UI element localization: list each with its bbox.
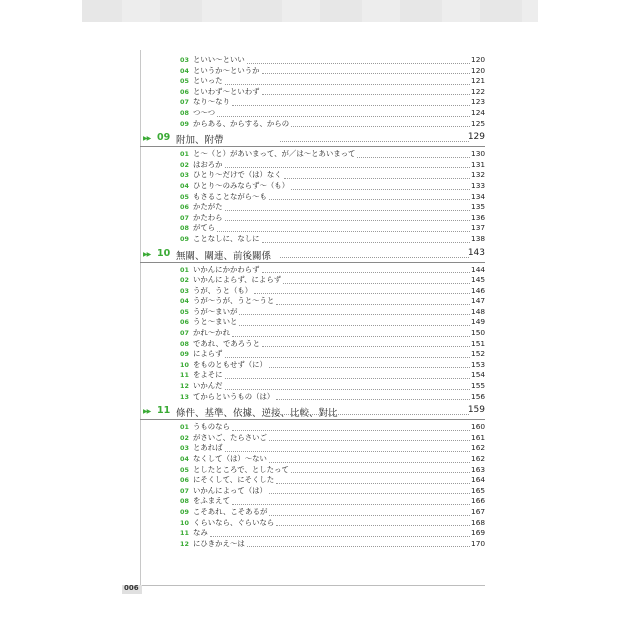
toc-entry[interactable] — [140, 275, 485, 286]
toc-entry[interactable] — [140, 286, 485, 297]
entry-label: としたところで、としたって — [193, 464, 289, 474]
chapter-title: 無關、關連、前後關係 — [176, 250, 272, 262]
entry-number: 10 — [180, 360, 189, 369]
toc-entry[interactable] — [140, 181, 485, 192]
entry-page: 144 — [471, 264, 486, 274]
chapter-leader-dots — [280, 414, 469, 415]
entry-page: 134 — [471, 191, 486, 201]
leader-dots — [291, 182, 470, 190]
leader-dots — [291, 119, 470, 127]
entry-label: いかんによらず、によらず — [193, 275, 282, 285]
toc-entry[interactable] — [140, 87, 485, 98]
entry-number: 07 — [180, 329, 189, 338]
leader-dots — [291, 465, 470, 473]
toc-entry[interactable] — [140, 381, 485, 392]
entry-page: 170 — [471, 538, 486, 548]
leader-dots — [232, 329, 470, 337]
entry-number: 12 — [180, 539, 189, 548]
entry-number: 11 — [180, 371, 189, 380]
toc-entry[interactable] — [140, 454, 485, 465]
entry-page: 135 — [471, 202, 486, 212]
entry-page: 150 — [471, 328, 486, 338]
entry-page: 120 — [471, 55, 486, 64]
toc-entry[interactable] — [140, 192, 485, 203]
table-of-contents — [140, 55, 485, 549]
entry-label: うが〜うが、うと〜うと — [193, 296, 275, 306]
entry-page: 147 — [471, 296, 486, 306]
leader-dots — [262, 265, 470, 273]
leader-dots — [232, 98, 470, 106]
leader-dots — [247, 539, 470, 547]
entry-label: がてら — [193, 223, 216, 233]
entry-number: 06 — [180, 203, 189, 212]
toc-entry[interactable] — [140, 507, 485, 518]
entry-page: 162 — [471, 443, 486, 453]
toc-entry[interactable] — [140, 486, 485, 497]
entry-number: 01 — [180, 423, 189, 432]
entry-number: 02 — [180, 433, 189, 442]
toc-entry[interactable] — [140, 475, 485, 486]
toc-entry[interactable] — [140, 317, 485, 328]
entry-number: 06 — [180, 318, 189, 327]
chapter-number: 09 — [157, 132, 171, 144]
chapter-page: 159 — [467, 405, 485, 416]
entry-label: もさることながら〜も — [193, 191, 267, 201]
toc-entry[interactable] — [140, 370, 485, 381]
entry-label: というか〜というか — [193, 65, 260, 75]
entry-number: 04 — [180, 66, 189, 75]
entry-number: 05 — [180, 77, 189, 86]
entry-page: 124 — [471, 107, 486, 117]
entry-label: であれ、であろうと — [193, 338, 260, 348]
entry-page: 162 — [471, 454, 486, 463]
entry-label: をふまえて — [193, 496, 230, 506]
toc-entry[interactable] — [140, 496, 485, 507]
toc-entry[interactable] — [140, 76, 485, 87]
entry-label: うが〜まいが — [193, 306, 238, 316]
entry-page: 154 — [471, 370, 486, 380]
entry-number: 03 — [180, 56, 189, 64]
toc-entry[interactable] — [140, 360, 485, 371]
entry-number: 09 — [180, 119, 189, 128]
toc-entry[interactable] — [140, 160, 485, 171]
leader-dots — [239, 318, 470, 326]
entry-number: 03 — [180, 444, 189, 453]
footer-rule — [140, 585, 485, 586]
chapter-arrow-icon: ▶▶ — [143, 250, 151, 258]
entry-page: 130 — [471, 149, 486, 159]
entry-page: 125 — [471, 118, 486, 128]
chapter-heading[interactable] — [140, 132, 485, 147]
entry-page: 123 — [471, 97, 486, 107]
entry-page: 132 — [471, 170, 486, 180]
leader-dots — [283, 276, 470, 284]
entry-label: なくして（は）〜ない — [193, 454, 267, 463]
chapter-number: 10 — [157, 247, 171, 259]
entry-label: いかんだ — [193, 381, 223, 391]
entry-number: 07 — [180, 213, 189, 222]
leader-dots — [232, 423, 470, 431]
leader-dots — [210, 529, 470, 537]
toc-entry[interactable] — [140, 213, 485, 224]
entry-number: 01 — [180, 265, 189, 274]
chapter-number: 11 — [157, 405, 171, 417]
entry-number: 05 — [180, 465, 189, 474]
entry-page: 133 — [471, 180, 486, 190]
leader-dots — [276, 476, 470, 484]
leader-dots — [254, 286, 470, 294]
entry-page: 136 — [471, 212, 486, 222]
entry-number: 09 — [180, 234, 189, 243]
entry-page: 168 — [471, 517, 486, 527]
toc-entry[interactable] — [140, 433, 485, 444]
entry-label: とあれば — [193, 443, 223, 453]
leader-dots — [276, 297, 470, 305]
entry-number: 12 — [180, 382, 189, 391]
toc-entry[interactable] — [140, 170, 485, 181]
entry-number: 05 — [180, 307, 189, 316]
leader-dots — [247, 56, 470, 64]
leader-dots — [232, 497, 470, 505]
leader-dots — [276, 392, 470, 400]
entry-label: にそくして、にそくした — [193, 475, 275, 485]
chapter-heading[interactable] — [140, 405, 485, 420]
toc-entry[interactable] — [140, 149, 485, 160]
entry-label: うと〜まいと — [193, 317, 238, 327]
entry-label: なみ — [193, 528, 208, 538]
chapter-arrow-icon: ▶▶ — [143, 408, 151, 416]
entry-page: 131 — [471, 159, 486, 169]
toc-entry[interactable] — [140, 328, 485, 339]
toc-entry[interactable] — [140, 528, 485, 539]
entry-page: 169 — [471, 528, 486, 538]
leader-dots — [269, 433, 470, 441]
entry-page: 152 — [471, 349, 486, 359]
leader-dots — [225, 77, 470, 85]
toc-entry[interactable] — [140, 443, 485, 454]
entry-label: うが、うと（も） — [193, 285, 253, 295]
entry-number: 01 — [180, 150, 189, 159]
leader-dots — [225, 160, 470, 168]
toc-entry[interactable] — [140, 202, 485, 213]
leader-dots — [269, 486, 470, 494]
chapter-page: 129 — [467, 132, 485, 143]
entry-page: 166 — [471, 496, 486, 506]
toc-entry[interactable] — [140, 97, 485, 108]
leader-dots — [239, 307, 470, 315]
entry-label: はおろか — [193, 159, 223, 169]
entry-label: いかんにかかわらず — [193, 264, 260, 274]
entry-label: からある、からする、からの — [193, 118, 290, 128]
entry-page: 121 — [471, 76, 486, 86]
leader-dots — [262, 339, 470, 347]
entry-label: つ〜つ — [193, 107, 216, 117]
toc-entry[interactable] — [140, 539, 485, 550]
leader-dots — [225, 350, 470, 358]
entry-number: 08 — [180, 224, 189, 233]
leader-dots — [276, 518, 470, 526]
leader-dots — [262, 87, 470, 95]
entry-label: かたがた — [193, 202, 223, 212]
chapter-heading[interactable] — [140, 248, 485, 263]
entry-label: といわず〜といわず — [193, 86, 260, 96]
entry-label: てからというもの（は） — [193, 391, 275, 401]
entry-number: 05 — [180, 192, 189, 201]
entry-page: 137 — [471, 223, 486, 233]
entry-number: 02 — [180, 160, 189, 169]
leader-dots — [262, 235, 470, 243]
entry-number: 06 — [180, 476, 189, 485]
leader-dots — [357, 150, 470, 158]
entry-label: をものともせず（に） — [193, 359, 267, 369]
entry-number: 08 — [180, 108, 189, 117]
toc-entry[interactable] — [140, 349, 485, 360]
entry-number: 03 — [180, 171, 189, 180]
entry-number: 09 — [180, 350, 189, 359]
entry-page: 122 — [471, 86, 486, 96]
entry-label: なり〜なり — [193, 97, 230, 107]
entry-label: いかんによって（は） — [193, 485, 267, 495]
toc-entry[interactable] — [140, 119, 485, 130]
toc-entry[interactable] — [140, 518, 485, 529]
entry-number: 02 — [180, 276, 189, 285]
leader-dots — [217, 224, 470, 232]
chapter-title: 附加、附帶 — [176, 135, 224, 147]
entry-page: 153 — [471, 359, 486, 369]
entry-number: 10 — [180, 518, 189, 527]
entry-number: 07 — [180, 486, 189, 495]
entry-number: 09 — [180, 507, 189, 516]
entry-number: 04 — [180, 455, 189, 463]
entry-page: 161 — [471, 432, 486, 442]
entry-number: 07 — [180, 98, 189, 107]
toc-entry[interactable] — [140, 465, 485, 476]
chapter-leader-dots — [280, 257, 469, 258]
entry-number: 04 — [180, 297, 189, 306]
leader-dots — [225, 371, 470, 379]
top-decorative-stripe — [82, 0, 538, 22]
leader-dots — [269, 192, 470, 200]
toc-entry[interactable] — [140, 296, 485, 307]
entry-page: 156 — [471, 391, 486, 401]
toc-entry[interactable] — [140, 108, 485, 119]
toc-entry[interactable] — [140, 422, 485, 433]
entry-label: によらず — [193, 349, 223, 359]
entry-page: 120 — [471, 65, 486, 75]
entry-label: うものなら — [193, 422, 230, 432]
toc-entry[interactable] — [140, 66, 485, 77]
toc-entry[interactable] — [140, 234, 485, 245]
page-number: 006 — [124, 584, 139, 592]
entry-number: 03 — [180, 286, 189, 295]
leader-dots — [269, 455, 470, 463]
toc-entry[interactable] — [140, 55, 485, 66]
entry-page: 148 — [471, 306, 486, 316]
entry-page: 164 — [471, 475, 486, 485]
entry-label: ことなしに、なしに — [193, 233, 260, 243]
entry-number: 08 — [180, 339, 189, 348]
entry-page: 145 — [471, 275, 486, 285]
entry-label: かたわら — [193, 212, 223, 222]
toc-entry[interactable] — [140, 339, 485, 350]
chapter-leader-dots — [280, 141, 469, 142]
leader-dots — [225, 203, 470, 211]
entry-page: 165 — [471, 485, 486, 495]
entry-label: といった — [193, 76, 223, 86]
leader-dots — [284, 171, 470, 179]
entry-page: 160 — [471, 422, 486, 432]
entry-label: ひとり〜のみならず〜（も） — [193, 180, 290, 190]
toc-entry[interactable] — [140, 307, 485, 318]
entry-label: にひきかえ〜は — [193, 538, 245, 548]
leader-dots — [262, 66, 470, 74]
leader-dots — [225, 444, 470, 452]
leader-dots — [225, 213, 470, 221]
chapter-arrow-icon: ▶▶ — [143, 135, 151, 143]
entry-number: 08 — [180, 497, 189, 506]
entry-page: 167 — [471, 506, 486, 516]
toc-entry[interactable] — [140, 265, 485, 276]
entry-page: 163 — [471, 464, 486, 474]
leader-dots — [269, 360, 470, 368]
entry-number: 11 — [180, 529, 189, 538]
entry-label: と〜（と）があいまって、が／は〜とあいまって — [193, 149, 356, 159]
entry-label: くらいなら、ぐらいなら — [193, 517, 275, 527]
entry-number: 04 — [180, 181, 189, 190]
entry-label: ひとり〜だけで（は）なく — [193, 170, 282, 180]
entry-page: 146 — [471, 285, 486, 295]
entry-page: 155 — [471, 381, 486, 391]
entry-number: 13 — [180, 392, 189, 401]
leader-dots — [217, 109, 470, 117]
entry-page: 138 — [471, 233, 486, 243]
entry-label: をよそに — [193, 370, 223, 380]
entry-label: といい〜といい — [193, 55, 245, 64]
toc-entry[interactable] — [140, 392, 485, 403]
leader-dots — [225, 382, 470, 390]
toc-entry[interactable] — [140, 223, 485, 234]
leader-dots — [269, 508, 470, 516]
entry-page: 149 — [471, 317, 486, 327]
entry-label: こそあれ、こそあるが — [193, 506, 268, 516]
entry-page: 151 — [471, 338, 486, 348]
chapter-title: 條件、基準、依據、逆接、比較、對比 — [176, 408, 338, 420]
entry-number: 06 — [180, 87, 189, 96]
entry-label: かれ〜かれ — [193, 328, 230, 338]
entry-label: がさいご、たらさいご — [193, 432, 267, 442]
chapter-page: 143 — [467, 247, 485, 258]
